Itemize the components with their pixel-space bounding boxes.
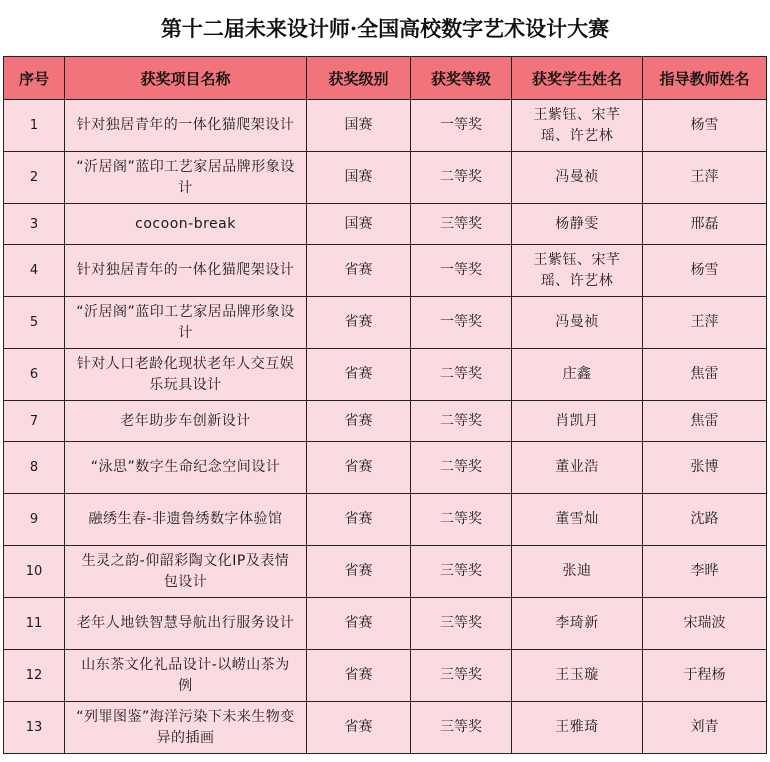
awards-table <box>3 56 767 754</box>
cell-teacher-name: 王萍 <box>643 152 767 204</box>
cell-award-level: 省赛 <box>307 650 411 702</box>
cell-student-names: 肖凯月 <box>512 401 643 442</box>
table-row <box>4 100 767 152</box>
cell-number: 4 <box>4 245 65 297</box>
cell-student-names: 庄鑫 <box>512 349 643 401</box>
cell-student-names: 王玉璇 <box>512 650 643 702</box>
cell-project-name: 针对人口老龄化现状老年人交互娱乐玩具设计 <box>65 349 307 401</box>
cell-student-names: 王紫钰、宋芊瑶、许艺林 <box>512 245 643 297</box>
cell-student-names: 王紫钰、宋芊瑶、许艺林 <box>512 100 643 152</box>
cell-student-names: 冯曼祯 <box>512 152 643 204</box>
cell-number: 2 <box>4 152 65 204</box>
table-row <box>4 494 767 546</box>
cell-number: 8 <box>4 442 65 494</box>
page-title: 第十二届未来设计师·全国高校数字艺术设计大赛 <box>160 16 610 41</box>
cell-student-names: 李琦新 <box>512 598 643 650</box>
cell-teacher-name: 刘青 <box>643 702 767 754</box>
cell-teacher-name: 沈路 <box>643 494 767 546</box>
cell-teacher-name: 李晔 <box>643 546 767 598</box>
cell-project-name: 融绣生春-非遗鲁绣数字体验馆 <box>65 494 307 546</box>
cell-award-level: 国赛 <box>307 152 411 204</box>
cell-number: 1 <box>4 100 65 152</box>
cell-number: 7 <box>4 401 65 442</box>
cell-award-level: 国赛 <box>307 100 411 152</box>
cell-award-grade: 三等奖 <box>411 204 512 245</box>
cell-award-grade: 二等奖 <box>411 152 512 204</box>
cell-award-grade: 二等奖 <box>411 442 512 494</box>
cell-award-level: 省赛 <box>307 494 411 546</box>
cell-teacher-name: 宋瑞波 <box>643 598 767 650</box>
table-row <box>4 204 767 245</box>
cell-project-name: 生灵之韵-仰韶彩陶文化IP及表情包设计 <box>65 546 307 598</box>
cell-student-names: 董业浩 <box>512 442 643 494</box>
cell-project-name: “泳思”数字生命纪念空间设计 <box>65 442 307 494</box>
cell-award-grade: 二等奖 <box>411 494 512 546</box>
table-row <box>4 297 767 349</box>
table-row <box>4 442 767 494</box>
cell-project-name: “沂居阁”蓝印工艺家居品牌形象设计 <box>65 297 307 349</box>
cell-student-names: 冯曼祯 <box>512 297 643 349</box>
cell-teacher-name: 焦雷 <box>643 401 767 442</box>
cell-project-name: 针对独居青年的一体化猫爬架设计 <box>65 245 307 297</box>
cell-number: 12 <box>4 650 65 702</box>
cell-number: 9 <box>4 494 65 546</box>
table-row <box>4 650 767 702</box>
cell-student-names: 杨静雯 <box>512 204 643 245</box>
table-row <box>4 401 767 442</box>
cell-number: 6 <box>4 349 65 401</box>
cell-award-level: 省赛 <box>307 546 411 598</box>
header-teacher-names: 指导教师姓名 <box>643 57 767 100</box>
cell-award-level: 国赛 <box>307 204 411 245</box>
cell-number: 10 <box>4 546 65 598</box>
cell-project-name: 针对独居青年的一体化猫爬架设计 <box>65 100 307 152</box>
cell-award-grade: 一等奖 <box>411 245 512 297</box>
cell-number: 3 <box>4 204 65 245</box>
cell-student-names: 董雪灿 <box>512 494 643 546</box>
cell-student-names: 张迪 <box>512 546 643 598</box>
cell-project-name: cocoon-break <box>65 204 307 245</box>
cell-award-level: 省赛 <box>307 401 411 442</box>
table-header-row <box>4 57 767 100</box>
cell-award-grade: 二等奖 <box>411 349 512 401</box>
cell-award-level: 省赛 <box>307 245 411 297</box>
cell-project-name: 山东茶文化礼品设计-以崂山茶为例 <box>65 650 307 702</box>
table-row <box>4 546 767 598</box>
cell-award-grade: 三等奖 <box>411 650 512 702</box>
cell-award-grade: 一等奖 <box>411 297 512 349</box>
table-row <box>4 349 767 401</box>
cell-award-level: 省赛 <box>307 349 411 401</box>
header-award-level: 获奖级别 <box>307 57 411 100</box>
cell-project-name: 老年人地铁智慧导航出行服务设计 <box>65 598 307 650</box>
cell-award-level: 省赛 <box>307 702 411 754</box>
cell-award-grade: 二等奖 <box>411 401 512 442</box>
cell-award-grade: 三等奖 <box>411 702 512 754</box>
table-row <box>4 598 767 650</box>
cell-teacher-name: 杨雪 <box>643 245 767 297</box>
cell-award-level: 省赛 <box>307 442 411 494</box>
cell-teacher-name: 于程杨 <box>643 650 767 702</box>
cell-number: 5 <box>4 297 65 349</box>
cell-project-name: “沂居阁”蓝印工艺家居品牌形象设计 <box>65 152 307 204</box>
header-number: 序号 <box>4 57 65 100</box>
cell-project-name: 老年助步车创新设计 <box>65 401 307 442</box>
cell-award-level: 省赛 <box>307 598 411 650</box>
header-project-name: 获奖项目名称 <box>65 57 307 100</box>
cell-award-grade: 三等奖 <box>411 598 512 650</box>
cell-award-grade: 一等奖 <box>411 100 512 152</box>
table-row <box>4 702 767 754</box>
header-award-grade: 获奖等级 <box>411 57 512 100</box>
header-student-names: 获奖学生姓名 <box>512 57 643 100</box>
cell-number: 13 <box>4 702 65 754</box>
cell-teacher-name: 张博 <box>643 442 767 494</box>
table-row <box>4 152 767 204</box>
cell-project-name: “列罪图鉴”海洋污染下未来生物变异的插画 <box>65 702 307 754</box>
cell-award-level: 省赛 <box>307 297 411 349</box>
cell-teacher-name: 焦雷 <box>643 349 767 401</box>
cell-teacher-name: 邢磊 <box>643 204 767 245</box>
cell-number: 11 <box>4 598 65 650</box>
cell-teacher-name: 杨雪 <box>643 100 767 152</box>
cell-student-names: 王雅琦 <box>512 702 643 754</box>
cell-award-grade: 三等奖 <box>411 546 512 598</box>
cell-teacher-name: 王萍 <box>643 297 767 349</box>
table-row <box>4 245 767 297</box>
